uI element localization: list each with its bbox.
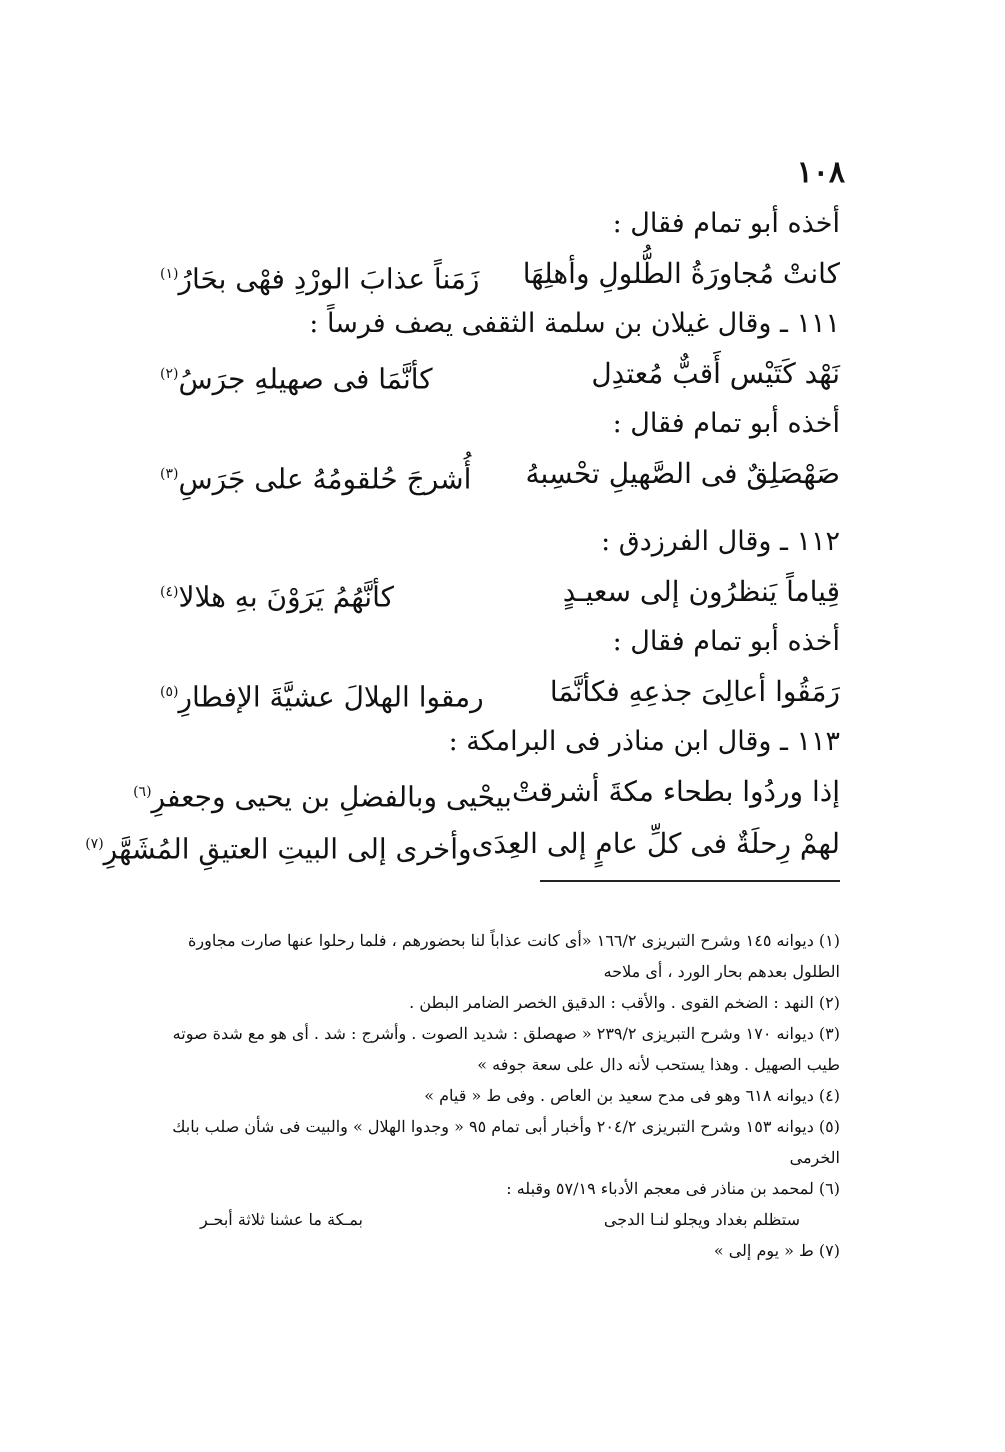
- verse-second-half: بيحْيى وبالفضلِ بن يحيى وجعفرِ: [151, 780, 512, 814]
- verse: [160, 348, 840, 400]
- footnote: (٢) النهد : الضخم القوى . والأقب : الدقيق الخصر الضامر البطن .: [409, 993, 840, 1012]
- verse: [160, 666, 840, 718]
- verse: [85, 818, 840, 870]
- footnote: (٦) لمحمد بن مناذر فى معجم الأدباء ٥٧/١٩ وقبله :: [506, 1179, 840, 1198]
- spacer: [160, 500, 840, 518]
- footnote-verse-second-half: بمـكة ما عشنا ثلاثة أبحـر: [200, 1210, 363, 1229]
- page-number: ١٠٨: [796, 155, 845, 190]
- section-heading: ١١٣ ـ وقال ابن مناذر فى البرامكة :: [448, 726, 840, 757]
- verse-first-half: صَهْصَلِقٌ فى الصَّهيلِ تحْسِبهُ: [525, 457, 840, 490]
- verse-second-half: أُشرجَ حُلقومُهُ على جَرَسِ: [178, 462, 472, 496]
- verse-first-half: لهمْ رِحلَةٌ فى كلِّ عامٍ إلى العِدَى: [471, 827, 840, 860]
- footnote-divider: [540, 880, 840, 882]
- verse: [160, 566, 840, 618]
- main-text: [85, 200, 840, 894]
- footnote-ref: (٧): [85, 836, 104, 852]
- footnote: (٣) ديوانه ١٧٠ وشرح التبريزى ٢٣٩/٢ « صهصلق : شديد الصوت . وأشرج : شد . أى هو مع شدة صوته طيب الصهيل . وهذا يستحب لأنه دال على سعة جوفه »: [172, 1024, 840, 1074]
- footnote-ref: (٢): [160, 366, 179, 382]
- verse-second-half: زَمَناً عذابَ الورْدِ فهْى بحَارُ: [178, 262, 480, 296]
- verse-first-half: قِياماً يَنظرُون إلى سعيـدٍ: [562, 575, 840, 608]
- footnote: (١) ديوانه ١٤٥ وشرح التبريزى ١٦٦/٢ «أى كانت عذاباً لنا بحضورهم ، فلما رحلوا عنها صارت مجاورة الطلول بعدهم بحار الورد ، أى ملاحه: [187, 931, 840, 981]
- verse-second-half: كأنَّهُمُ يَرَوْنَ بهِ هلالا: [178, 580, 394, 614]
- footnote-verse-first-half: ستظلم بغداد ويجلو لنـا الدجى: [603, 1210, 800, 1229]
- verse-first-half: إذا وردُوا بطحاء مكةَ أشرقتْ: [511, 775, 840, 808]
- verse-first-half: رَمَقُوا أعالِىَ جذعِهِ فكأنَّمَا: [549, 675, 840, 708]
- section-heading: ١١٢ ـ وقال الفرزدق :: [601, 526, 840, 557]
- footnote-ref: (٦): [133, 784, 152, 800]
- section-heading: ١١١ ـ وقال غيلان بن سلمة الثقفى يصف فرساً :: [309, 308, 840, 339]
- verse-second-half: رمقوا الهلالَ عشيَّةَ الإفطارِ: [178, 680, 484, 714]
- intro-line: أخذه أبو تمام فقال :: [612, 408, 840, 439]
- footnote: (٤) ديوانه ٦١٨ وهو فى مدح سعيد بن العاص . وفى ط « قيام »: [424, 1086, 840, 1105]
- footnote-verse: [160, 1204, 840, 1235]
- verse-second-half: وأخرى إلى البيتِ العتيقِ المُشَهَّرِ: [103, 832, 472, 866]
- footnote-ref: (٤): [160, 584, 179, 600]
- verse: [160, 248, 840, 300]
- verse-first-half: نَهْد كَتَيْس أَقبٌّ مُعتدِل: [591, 357, 840, 390]
- footnote: (٥) ديوانه ١٥٣ وشرح التبريزى ٢٠٤/٢ وأخبار أبى تمام ٩٥ « وجدوا الهلال » والبيت فى شأن صلب بابك الخرمى: [172, 1117, 840, 1167]
- footnote-ref: (٥): [160, 684, 179, 700]
- verse: [133, 766, 840, 818]
- footnotes: [160, 925, 840, 1266]
- verse: [160, 448, 840, 500]
- intro-line: أخذه أبو تمام فقال :: [612, 208, 840, 239]
- footnote-ref: (٣): [160, 466, 179, 482]
- verse-first-half: كانتْ مُجاورَةُ الطُّلولِ وأهلِهَا: [522, 257, 840, 290]
- intro-line: أخذه أبو تمام فقال :: [612, 626, 840, 657]
- verse-second-half: كأنَّمَا فى صهيلهِ جرَسُ: [178, 362, 433, 396]
- footnote: (٧) ط « يوم إلى »: [713, 1241, 840, 1260]
- footnote-ref: (١): [160, 266, 179, 282]
